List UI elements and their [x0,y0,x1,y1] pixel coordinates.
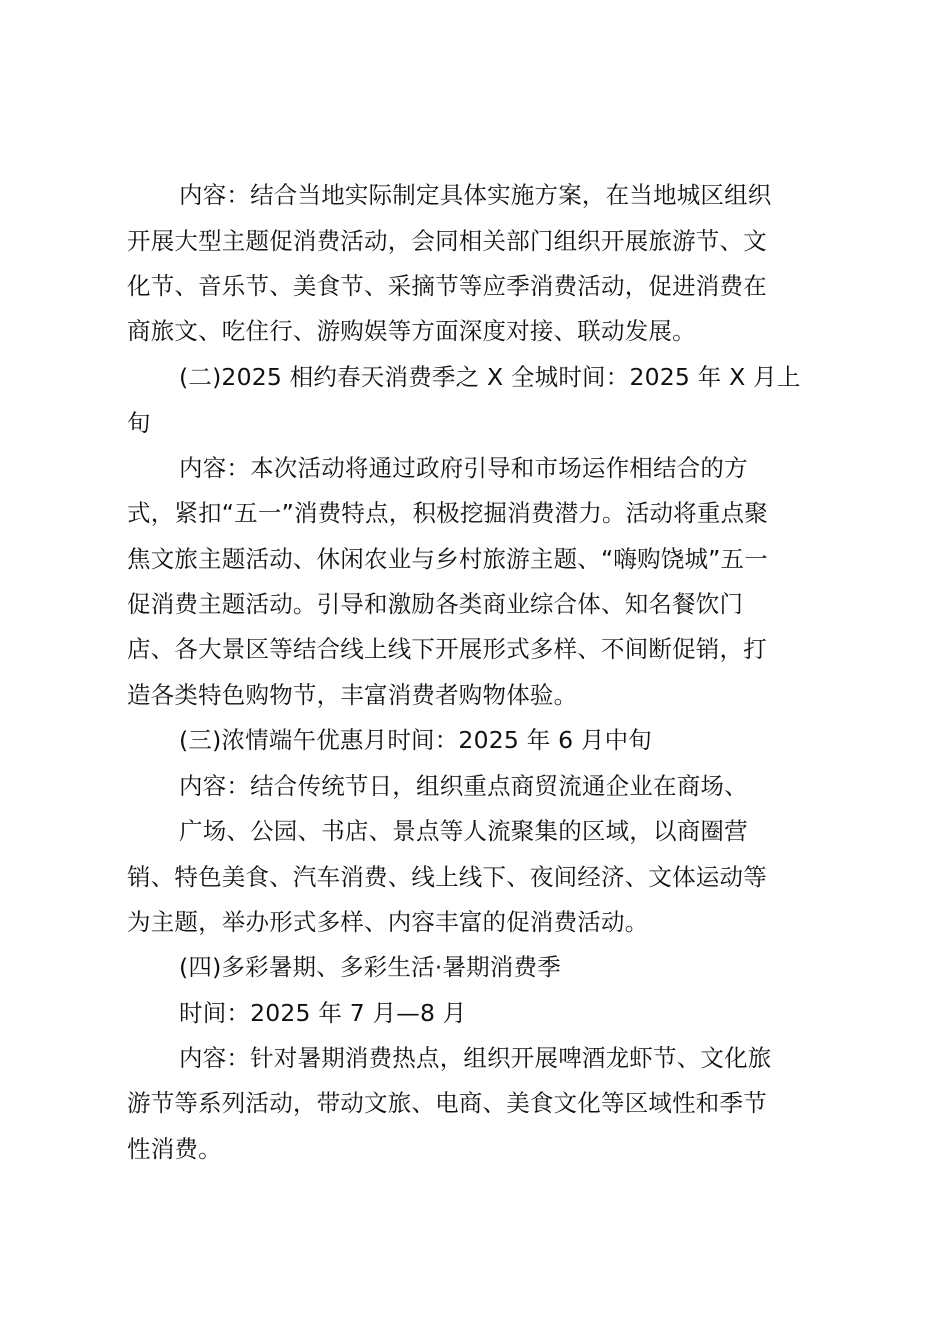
text-line: 店、各大景区等结合线上线下开展形式多样、不间断促销，打 [127,635,767,663]
section-heading: (四)多彩暑期、多彩生活·暑期消费季 [179,953,561,981]
text-line: 促消费主题活动。引导和激励各类商业综合体、知名餐饮门 [127,590,744,618]
text-line: 为主题，举办形式多样、内容丰富的促消费活动。 [127,908,649,936]
text-line: 式，紧扣“五一”消费特点，积极挖掘消费潜力。活动将重点聚 [127,499,768,527]
text-line: 焦文旅主题活动、休闲农业与乡村旅游主题、“嗨购饶城”五一 [127,545,768,573]
section-heading: (三)浓情端午优惠月时间：2025 年 6 月中旬 [179,726,653,754]
section-heading: 旬 [127,409,151,437]
text-line: 时间：2025 年 7 月—8 月 [179,999,467,1027]
text-line: 内容：本次活动将通过政府引导和市场运作相结合的方 [179,454,748,482]
text-line: 销、特色美食、汽车消费、线上线下、夜间经济、文体运动等 [127,863,767,891]
text-line: 内容：针对暑期消费热点，组织开展啤酒龙虾节、文化旅 [179,1044,772,1072]
text-line: 内容：结合当地实际制定具体实施方案，在当地城区组织 [179,181,772,209]
text-line: 造各类特色购物节，丰富消费者购物体验。 [127,681,578,709]
text-line: 内容：结合传统节日，组织重点商贸流通企业在商场、 [179,772,748,800]
text-line: 商旅文、吃住行、游购娱等方面深度对接、联动发展。 [127,317,696,345]
text-line: 广场、公园、书店、景点等人流聚集的区域，以商圈营 [179,817,748,845]
text-line: 性消费。 [127,1135,222,1163]
text-line: 化节、音乐节、美食节、采摘节等应季消费活动，促进消费在 [127,272,767,300]
text-line: 游节等系列活动，带动文旅、电商、美食文化等区域性和季节 [127,1089,767,1117]
section-heading: (二)2025 相约春天消费季之 X 全城时间：2025 年 X 月上 [179,363,801,391]
text-line: 开展大型主题促消费活动，会同相关部门组织开展旅游节、文 [127,227,767,255]
